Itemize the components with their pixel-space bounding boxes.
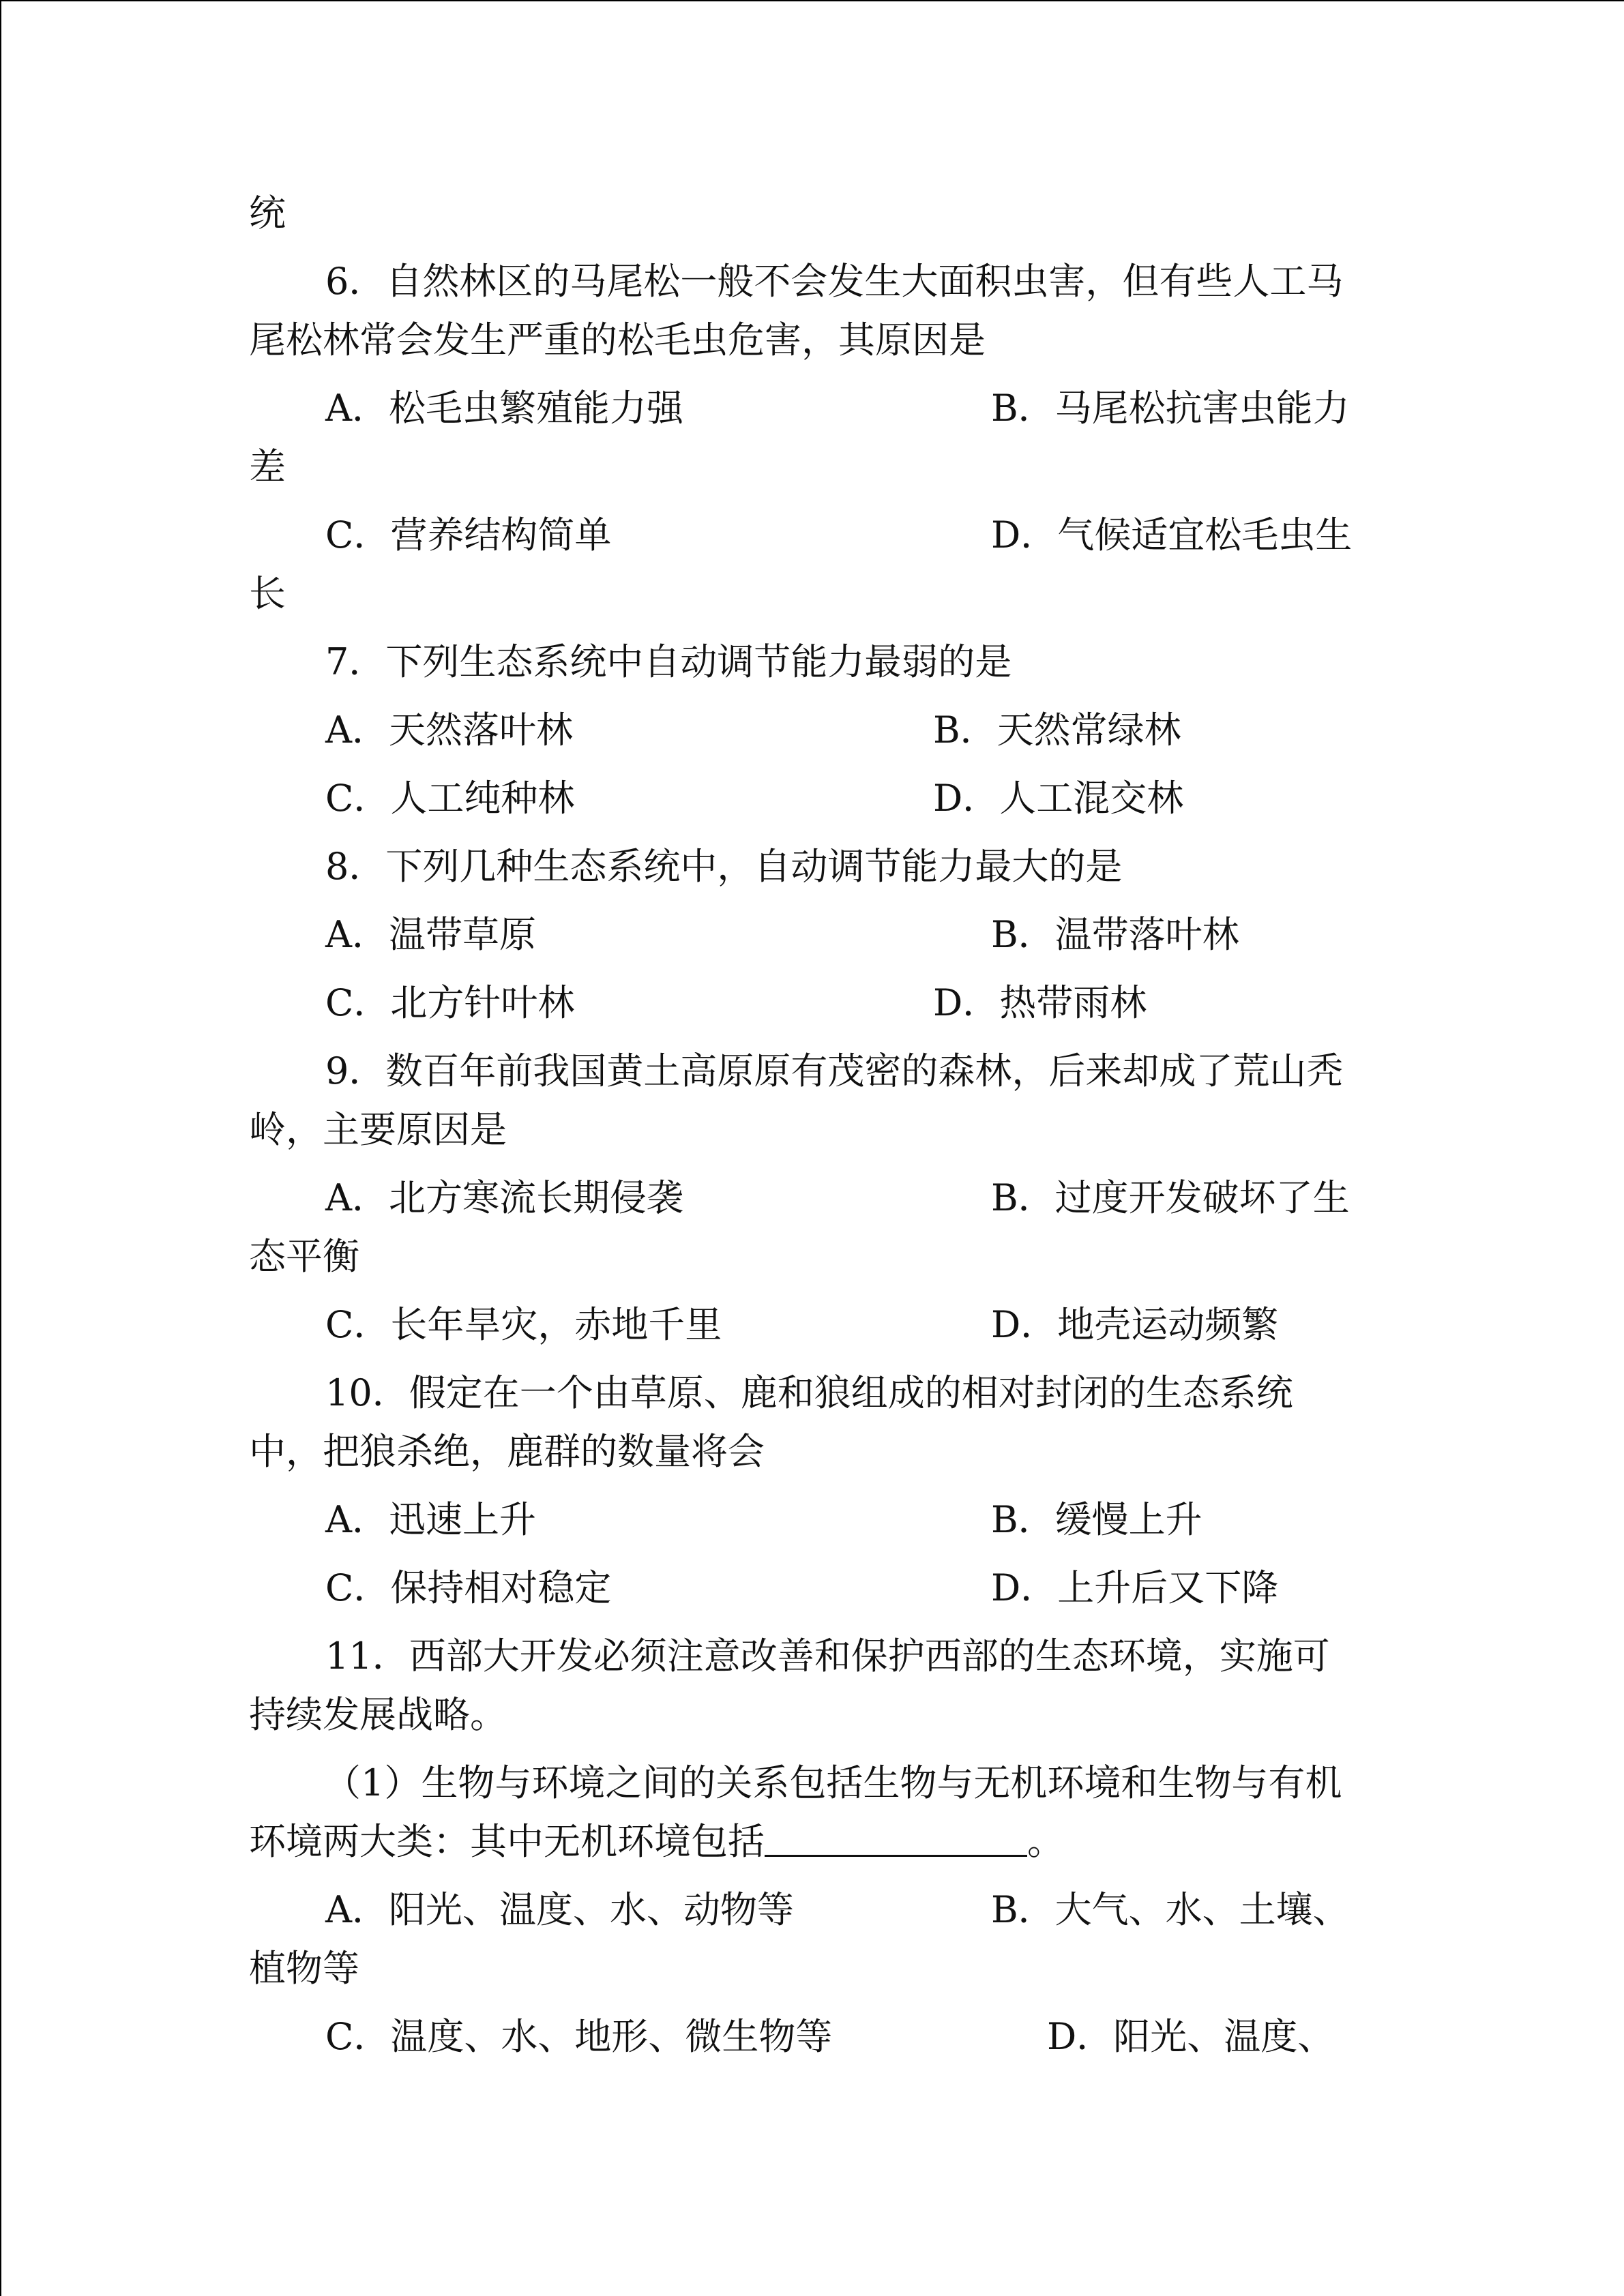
question-10-options-ab (249, 1491, 1381, 1549)
option-a: A．北方寒流长期侵袭 (325, 1176, 683, 1219)
question-9-options-ab (249, 1169, 1381, 1227)
option-d-cont: 长 (249, 572, 286, 615)
option-b-cont: 植物等 (249, 1947, 359, 1990)
question-9-options-cd (249, 1296, 1381, 1354)
option-d: D．地壳运动频繁 (991, 1303, 1279, 1346)
option-c: C．保持相对稳定 (325, 1566, 612, 1609)
question-11-stem: 11．西部大开发必须注意改善和保护西部的生态环境，实施可 (325, 1635, 1330, 1678)
option-b: B．过度开发破坏了生 (991, 1176, 1350, 1219)
question-11-options-cd (249, 2008, 1381, 2066)
text-line: 统 (249, 192, 286, 235)
option-d: D．热带雨林 (933, 981, 1147, 1024)
question-8-options-cd (249, 974, 1381, 1032)
question-7-options-cd (249, 769, 1381, 828)
option-c: C．温度、水、地形、微生物等 (325, 2015, 833, 2058)
option-a: A．松毛虫繁殖能力强 (325, 387, 683, 430)
question-11-part-1: （1）生物与环境之间的关系包括生物与无机环境和生物与有机 (324, 1761, 1342, 1804)
question-7-stem: 7．下列生态系统中自动调节能力最弱的是 (325, 640, 1012, 683)
question-8-options-ab (249, 906, 1381, 964)
option-b: B．缓慢上升 (991, 1498, 1202, 1541)
option-d: D．气候适宜松毛虫生 (991, 513, 1353, 556)
question-9-stem: 9．数百年前我国黄土高原原有茂密的森林，后来却成了荒山秃 (325, 1049, 1344, 1092)
option-c: C．长年旱灾，赤地千里 (325, 1303, 722, 1346)
answer-blank[interactable] (765, 1814, 1027, 1857)
option-c: C．营养结构简单 (325, 513, 612, 556)
option-b: B．大气、水、土壤、 (991, 1888, 1350, 1931)
option-d: D．阳光、温度、 (1047, 2015, 1335, 2058)
option-b-cont: 态平衡 (249, 1235, 359, 1278)
question-7-options-ab (249, 701, 1381, 760)
question-11-stem-cont: 持续发展战略。 (249, 1693, 507, 1736)
question-6-stem-cont: 尾松林常会发生严重的松毛虫危害，其原因是 (249, 318, 986, 361)
question-10-options-cd (249, 1559, 1381, 1617)
option-a: A．温带草原 (325, 913, 536, 956)
question-11-part-1-text: 环境两大类：其中无机环境包括 (249, 1820, 765, 1863)
option-b: B．温带落叶林 (991, 913, 1239, 956)
question-6-options-cd (249, 506, 1381, 565)
question-6-options-ab (249, 379, 1381, 438)
option-a: A．天然落叶林 (325, 709, 573, 751)
option-b-cont: 差 (249, 445, 286, 488)
question-6-stem: 6．自然林区的马尾松一般不会发生大面积虫害，但有些人工马 (325, 260, 1344, 303)
question-11-part-1-cont (249, 1813, 1381, 1871)
option-c: C．人工纯种林 (325, 777, 575, 820)
option-b: B．马尾松抗害虫能力 (991, 387, 1350, 430)
question-11-options-ab (249, 1881, 1381, 1939)
option-a: A．迅速上升 (325, 1498, 536, 1541)
option-b: B．天然常绿林 (933, 709, 1181, 751)
option-c: C．北方针叶林 (325, 981, 575, 1024)
option-a: A．阳光、温度、水、动物等 (325, 1888, 794, 1931)
option-d: D．人工混交林 (933, 777, 1184, 820)
question-10-stem: 10．假定在一个由草原、鹿和狼组成的相对封闭的生态系统 (325, 1371, 1293, 1414)
question-9-stem-cont: 岭，主要原因是 (249, 1108, 507, 1151)
question-8-stem: 8．下列几种生态系统中，自动调节能力最大的是 (325, 845, 1123, 888)
option-d: D．上升后又下降 (991, 1566, 1279, 1609)
question-10-stem-cont: 中，把狼杀绝，鹿群的数量将会 (249, 1430, 765, 1473)
sentence-end: 。 (1027, 1820, 1064, 1863)
document-body (249, 184, 1381, 2066)
